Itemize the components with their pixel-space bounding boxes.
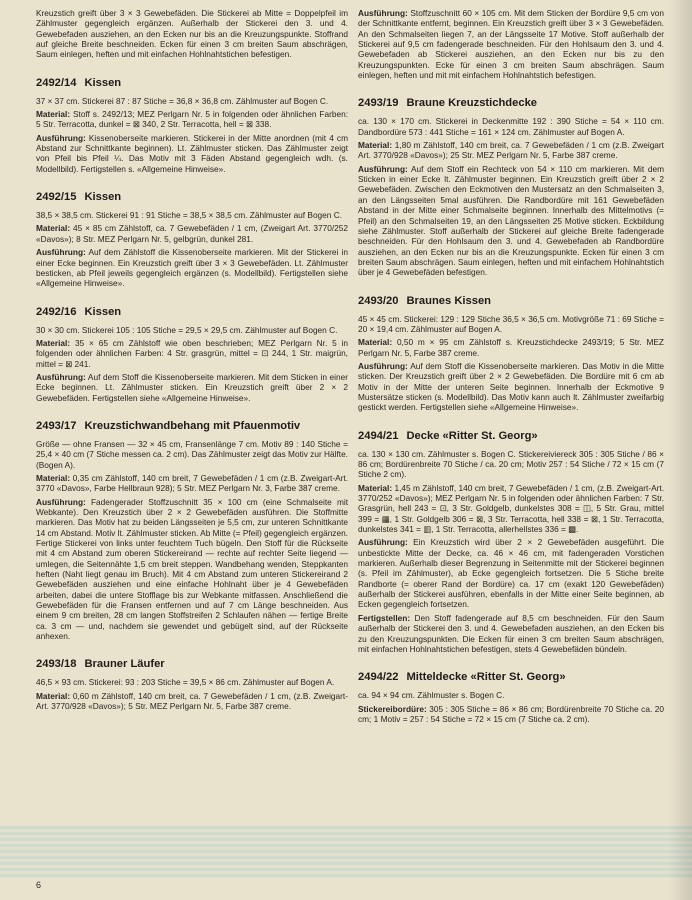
article-heading (36, 306, 348, 319)
paragraph: Ausführung: Auf dem Stoff die Kissenoberseite markieren. Das Motiv in die Mitte sticken. Der Kreuzstich greift über 2 × 2 Gewebefäden. Die Bordüre mit 6 cm ab Motiv in der Mitte der unteren Seite beginnen. Innerhalb der Eckmotive 9 Mustersätze sticken (s. Modellbild). Das Motiv kann auch lt. Zählmuster zweifarbig gestickt werden. Fertigstellen siehe «Allgemeine Hinweise». (358, 360, 664, 413)
paragraph: Stickereibordüre: 305 : 305 Stiche = 86 × 86 cm; Bordürenbreite 70 Stiche ca. 20 cm; 1 Motiv = 257 : 54 Stiche = 72 × 15 cm (7 Stiche ca. 2 cm). (358, 703, 664, 724)
paragraph: Ausführung: Stoffzuschnitt 60 × 105 cm. Mit dem Sticken der Bordüre 9,5 cm von der Schnittkante entfernt, beginnen. Ein Kreuzstich greift über 3 × 3 Gewebefäden. An den Schmalseiten liegen 7, an der Längsseite 17 Motive. Stoff außerhalb der Stickerei auf 9,5 cm fadengerade beschneiden. Für den Hohlsaum den 3. und 4. Gewebefaden ab Stickerei ausziehen, an den Ecken nur bis zu den Kreuzungspunkten. Ecke für einen 3 cm breiten Saum abschrägen. Saum einlegen, heften und mit mit einfachem Hohlnahtstich befestigen. (358, 8, 664, 81)
paragraph: ca. 130 × 130 cm. Zählmuster s. Bogen C. Stickereiviereck 305 : 305 Stiche / 86 × 86 cm; Bordürenbreite 70 Stiche / ca. 20 cm; Motiv 257 : 54 Stiche / 72 × 15 cm (7 Stiche 2 cm). (358, 448, 664, 480)
article-block (358, 671, 664, 724)
article-heading (36, 658, 348, 671)
article-title: Kissen (84, 305, 122, 318)
article-block (358, 295, 664, 413)
paragraph: Kreuzstich greift über 3 × 3 Gewebefäden. Die Stickerei ab Mitte = Doppelpfeil im Zählmuster gegengleich ergänzen. Außerhalb der Stickerei den 3. und 4. Gewebefaden ausziehen, an den Ecken nur bis an die Kreuzungspunkte. Stoffrand auf gleiche Breite beschneiden. Ecken für einen 3 cm breiten Saum abschrägen, Saum einlegen, heften und mit einfachen Hohlnahtstichen befestigen. (36, 8, 348, 60)
paragraph: 45 × 45 cm. Stickerei: 129 : 129 Stiche 36,5 × 36,5 cm. Motivgröße 71 : 69 Stiche = 20 × 19,4 cm. Zählmuster auf Bogen A. (358, 313, 665, 334)
paragraph: Material: 0,35 cm Zählstoff, 140 cm breit, 7 Gewebefäden / 1 cm (z.B. Zweigart-Art. 3770 «Davos», Farbe Hellbraun 928); 5 Str. MEZ Perlgarn Nr. 3, Farbe 387 creme. (36, 472, 348, 494)
article-block (36, 658, 348, 711)
article-title: Kreuzstichwandbehang mit Pfauenmotiv (84, 419, 301, 432)
article-code: 2493/18 (36, 658, 77, 671)
article-block (36, 8, 348, 60)
article-heading (358, 97, 664, 110)
page-edge-shadow (668, 0, 692, 900)
paragraph: Ausführung: Kissenoberseite markieren. Stickerei in der Mitte anordnen (mit 4 cm Abstand zur Schnittkante beginnen). Lt. Zählmuster sticken. Das Zählmuster zeigt von Pfeil bis Pfeil ¼. Das Motiv mit 3 Fäden Abstand gegengleich wdh. (s. Modellbild). Fertigstellen s. «Allgemeine Hinweise». (36, 132, 348, 174)
article-code: 2492/14 (36, 76, 77, 89)
paragraph: Ausführung: Auf dem Stoff ein Rechteck von 54 × 110 cm markieren. Mit dem Sticken in einer Ecke lt. Zählmuster beginnen. Ein Kreuzstich greift über 2 × 2 Gewebefäden. Zwischen den Eckmotiven den Mustersatz an den Schmalseiten 3, an den Längsseiten 5mal ausführen. Die Randbordüre mit 161 Gewebefäden Abstand in der Mitte einer Schmalseite beginnen. Innerhalb des Mittelmotivs (= Pfeil) an den Schmalseiten 19, an den Längsseiten 25 Motive sticken. Eckbildung siehe Zählmuster. Stoff außerhalb der Stickerei auf gleiche Breite fadengerade beschneiden. Für den Hohlsaum den 3. und 4. Gewebefaden ab Randbordüre ausziehen, an den Ecken nur bis an die Kreuzungspunkte. Ecken für einen 3 cm breiten Saum abschrägen. Saum einlegen, heften und mit einfachem Hohlnahtstich über je 4 Gewebefäden befestigen. (358, 163, 664, 278)
paragraph: Material: 45 × 85 cm Zählstoff, ca. 7 Gewebefäden / 1 cm, (Zweigart Art. 3770/252 «Davos»); 8 Str. MEZ Perlgarn Nr. 5, gelbgrün, dunkel 281. (36, 223, 348, 244)
article-title: Braunes Kissen (406, 294, 492, 307)
article-title: Braune Kreuzstichdecke (406, 97, 538, 110)
paragraph: 46,5 × 93 cm. Stickerei: 93 : 203 Stiche = 39,5 × 86 cm. Zählmuster auf Bogen A. (36, 677, 335, 688)
page-number: 6 (36, 880, 42, 890)
paragraph: Größe — ohne Fransen — 32 × 45 cm, Fransenlänge 7 cm. Motiv 89 : 140 Stiche = 25,4 × 40 cm (7 Stiche messen ca. 2 cm). Das Zählmuster zeigt das Motiv zur Hälfte. (Bogen A). (36, 438, 348, 470)
article-code: 2493/19 (358, 97, 399, 110)
article-heading (358, 671, 664, 684)
article-block (358, 8, 664, 80)
article-title: Decke «Ritter St. Georg» (406, 429, 538, 442)
article-code: 2494/21 (358, 429, 399, 442)
paragraph: 37 × 37 cm. Stickerei 87 : 87 Stiche = 36,8 × 36,8 cm. Zählmuster auf Bogen C. (36, 95, 329, 106)
article-heading (36, 77, 348, 90)
paragraph: Material: Stoff s. 2492/13; MEZ Perlgarn Nr. 5 in folgenden oder ähnlichen Farben: 5 Str. Terracotta, dunkel = ⊠ 340, 2 Str. Terracotta, hell = ⊠ 338. (36, 109, 348, 130)
article-block (36, 306, 348, 403)
article-title: Kissen (84, 76, 122, 89)
article-code: 2494/22 (358, 671, 399, 684)
paragraph: Material: 35 × 65 cm Zählstoff wie oben beschrieben; MEZ Perlgarn Nr. 5 in folgenden oder ähnlichen Farben: 4 Str. grasgrün, mittel = ⊡ 244, 1 Str. maigrün, mittel = ⊠ 241. (36, 337, 348, 369)
article-block (36, 77, 348, 174)
paragraph: Material: 0,50 m × 95 cm Zählstoff s. Kreuzstichdecke 2493/19; 5 Str. MEZ Perlgarn Nr. 5, Farbe 387 creme. (358, 337, 664, 358)
scan-highlight-band (0, 826, 692, 878)
paragraph: Material: 1,80 m Zählstoff, 140 cm breit, ca. 7 Gewebefäden / 1 cm (z.B. Zweigart Art. 3770/928 «Davos»); 25 Str. MEZ Perlgarn Nr. 5, Farbe 387 creme. (358, 140, 664, 161)
paragraph: 30 × 30 cm. Stickerei 105 : 105 Stiche = 29,5 × 29,5 cm. Zählmuster auf Bogen C. (36, 324, 338, 335)
article-code: 2492/16 (36, 305, 77, 318)
article-heading (358, 295, 664, 308)
paragraph: ca. 130 × 170 cm. Stickerei in Deckenmitte 192 : 390 Stiche = 54 × 110 cm. Dandbordüre 573 : 441 Stiche = 161 × 124 cm. Zählmuster auf Bogen A. (358, 116, 664, 137)
paragraph: Material: 0,60 m Zählstoff, 140 cm breit, ca. 7 Gewebefäden / 1 cm, (z.B. Zweigart-Art. 3770/928 «Davos»); 5 Str. MEZ Perlgarn Nr. 5, Farbe 387 creme. (36, 690, 348, 712)
paragraph: Ausführung: Auf dem Stoff die Kissenoberseite markieren. Mit dem Sticken in einer Ecke beginnen. Lt. Zählmuster sticken. Ein Kreuzstich greift über 2 × 2 Gewebefäden. Fertigstellen siehe «Allgemeine Hinweise». (36, 371, 348, 403)
article-block (36, 191, 348, 288)
article-heading (358, 430, 664, 443)
left-column (36, 8, 348, 721)
article-code: 2492/15 (36, 191, 77, 204)
article-title: Mitteldecke «Ritter St. Georg» (406, 671, 566, 684)
article-heading (36, 191, 348, 204)
paragraph: Ausführung: Fadengerader Stoffzuschnitt 35 × 100 cm (eine Schmalseite mit Webkante). Den Kreuzstich über 2 × 2 Gewebefäden ausführen. Die Stoffmitte markieren. Das Motiv hat zu beiden Längsseiten je 5,5 cm, zur unteren Schnittkante 14 cm Abstand. Motiv lt. Zählmuster sticken. Ab Mitte (= Pfeil) gegengleich ergänzen. Fertige Stickerei von links unter feuchtem Tuch bügeln. Den Stoff für die Rückseite mit 4 cm Abstand zum oberen Stickereirand — rechte auf rechter Seite liegend — umlegen, die Seitennähte 1,5 cm breit steppen. Wandbehang wenden, Steppkanten heften (Naht liegt genau im Bruch). Mit 4 cm Abstand zum unteren Stickereirand 2 Gewebefäden ausziehen und eine einfache Hohlnaht über je 4 Gewebefäden arbeiten, dabei die untere Stofflage bis zur Webkante mitfassen. Anschließend die Gewebefäden für die Fransen entfernen und auf 7 cm Länge beschneiden. Aus einem 9 cm breiten, 28 cm langen Stoffstreifen 2 Schlaufen nähen — fertige Breite ca. 3 cm — und, nachdem sie gewendet und gebügelt sind, auf der Rückseite anhexen. (36, 496, 348, 642)
article-code: 2493/20 (358, 294, 399, 307)
article-title: Brauner Läufer (84, 658, 165, 671)
article-block (36, 420, 348, 642)
paragraph: 38,5 × 38,5 cm. Stickerei 91 : 91 Stiche = 38,5 × 38,5 cm. Zählmuster auf Bogen C. (36, 210, 343, 221)
paragraph: Material: 1,45 m Zählstoff, 140 cm breit, 7 Gewebefäden / 1 cm, (z.B. Zweigart-Art. 3770/252 «Davos»); MEZ Perlgarn Nr. 5 in folgenden oder ähnlichen Farben: 7 Str. Grasgrün, hell 243 = ⊡, 3 Str. Goldgelb, dunkelstes 308 = ◫, 5 Str. Grau, mittel 399 = ▦, 1 Str. Goldgelb 306 = ⊠, 3 Str. Terracotta, hell 338 = ⊠, 1 Str. Terracotta, dunkelstes 341 = ▥, 1 Str. Terracotta, allerhellstes 336 = ▩. (358, 482, 664, 535)
article-block (358, 430, 664, 655)
article-block (358, 97, 664, 277)
paragraph: Fertigstellen: Den Stoff fadengerade auf 8,5 cm beschneiden. Für den Saum außerhalb der Stickerei den 3. und 4. Gewebefaden ausziehen, an den Ecken bis zu den Kreuzungspunkten. Die Ecken für einen 3 cm breiten Saum abschrägen, mit einfachen Hohlnahtstichen befestigen, stets 4 Gewebefäden bündeln. (358, 612, 664, 654)
article-code: 2493/17 (36, 419, 77, 432)
article-heading (36, 420, 348, 433)
right-column (358, 8, 664, 733)
article-title: Kissen (84, 191, 122, 204)
paragraph: Ausführung: Ein Kreuzstich wird über 2 × 2 Gewebefäden ausgeführt. Die unbestickte Mitte der Decke, ca. 46 × 46 cm, mit fadengeraden Vorstichen markieren. Außerhalb dieser Begrenzung in Seitenmitte mit der Stickerei beginnen (s. Pfeil im Zählmuster), ab Ecke gegengleich fortsetzen. Die 5 Stiche breite Randborte (= oberer Rand der Bordüre) ca. 17 cm (exakt 120 Gewebefäden) außerhalb der Stickerei ausführen, ebenfalls in der Mitte einer Seite beginnen, ab Ecken gegengleich fortsetzen. (358, 537, 664, 610)
paragraph: Ausführung: Auf dem Zählstoff die Kissenoberseite markieren. Mit der Stickerei in einer Ecke beginnen. Ein Kreuzstich greift über 3 × 3 Gewebefäden. Lt. Zählmuster besticken, ab Pfeil jeweils gegengleich ergänzen (s. Modellbild). Fertigstellen siehe «Allgemeine Hinweise». (36, 247, 348, 289)
paragraph: ca. 94 × 94 cm. Zählmuster s. Bogen C. (358, 690, 505, 701)
